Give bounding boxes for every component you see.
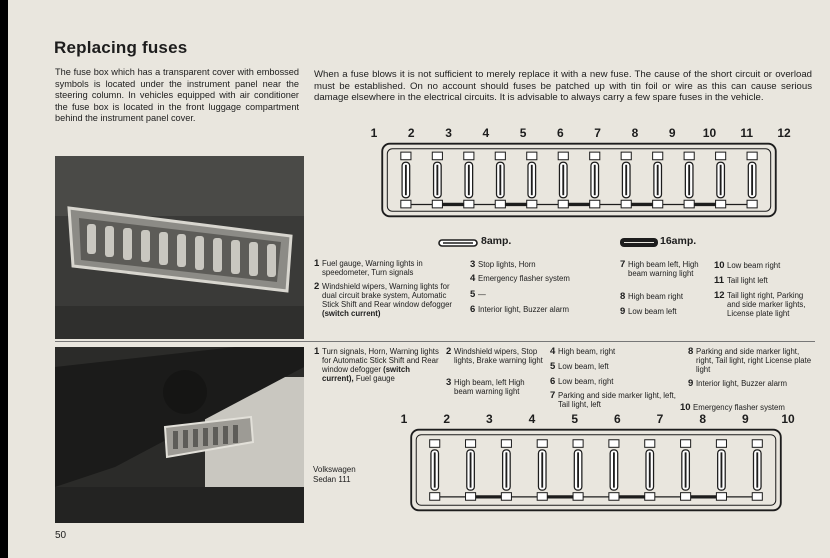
legend-2-item-10: 10 Emergency flasher system [680, 402, 785, 413]
fuse-8 [621, 152, 631, 208]
legend-1-item-4: 4 Emergency flasher system [470, 273, 570, 284]
legend-2-item-9: 9 Interior light, Buzzer alarm [688, 378, 787, 389]
fuse-number: 6 [613, 412, 621, 426]
fuse-number: 6 [557, 126, 564, 140]
fuse-number: 4 [482, 126, 490, 140]
fuse-11 [716, 152, 726, 208]
fuse-number: 5 [519, 126, 527, 140]
manual-page [8, 0, 830, 558]
legend-1-item-7: 7 High beam left, High beam warning light [620, 259, 699, 278]
legend-1-item-2: 2 Windshield wipers, Warning lights for dual circuit brake system, Automatic Stick Shift and Rear window defogger (switch current) [314, 281, 453, 318]
fuse-box-photo [55, 156, 304, 339]
legend-1-item-12: 12 Tail light right, Parking and side marker lights, License plate light [714, 290, 806, 318]
fuse-5 [573, 440, 583, 500]
fuse-number: 1 [370, 126, 378, 140]
fusebox2-diagram [374, 428, 818, 512]
fuse-1 [401, 152, 411, 208]
legend-1-item-8: 8 High beam right [620, 291, 684, 302]
fuse-number: 9 [741, 412, 749, 426]
legend-2-item-1: 1 Turn signals, Horn, Warning lights for Automatic Stick Shift and Rear window defogger (switch current), Fuel gauge [314, 346, 439, 383]
fusebox-inner-frame [387, 149, 770, 211]
amp-8-label: 8amp. [481, 235, 512, 247]
fuse-10 [684, 152, 694, 208]
fuse-2 [432, 152, 442, 208]
legend-1-item-3: 3 Stop lights, Horn [470, 259, 536, 270]
fuse-16amp-icon [619, 237, 659, 248]
legend-1-item-10: 10 Low beam right [714, 260, 781, 271]
fuse-6 [609, 440, 619, 500]
legend-2-item-3: 3 High beam, left High beam warning light [446, 377, 525, 396]
legend-2-item-6: 6 Low beam, right [550, 376, 614, 387]
vehicle-caption: Volkswagen Sedan 111 [313, 465, 356, 484]
legend-1-item-1: 1 Fuel gauge, Warning lights in speedometer, Turn signals [314, 258, 423, 277]
fuse-number: 10 [702, 126, 717, 140]
fuse-number: 2 [407, 126, 415, 140]
legend-2-item-7: 7 Parking and side marker light, left, Tail light, left [550, 390, 676, 409]
fuse-number: 9 [668, 126, 676, 140]
fuse-number: 1 [400, 412, 408, 426]
legend-2-item-8: 8 Parking and side marker light, right, Tail light, right License plate light [688, 346, 812, 374]
fuse-9 [716, 440, 726, 500]
legend-1-item-11: 11 Tail light left [714, 275, 768, 286]
fuse-number: 12 [777, 126, 791, 140]
page-number: 50 [55, 530, 67, 541]
fuse-7 [645, 440, 655, 500]
fuse-4 [537, 440, 547, 500]
fuse-10 [752, 440, 762, 500]
under-dash-photo [55, 347, 304, 523]
fuse-number: 3 [485, 412, 493, 426]
fuse-number: 3 [445, 126, 452, 140]
section-divider [55, 341, 815, 342]
legend-1-item-9: 9 Low beam left [620, 306, 677, 317]
fuse-6 [558, 152, 568, 208]
fuse-number: 2 [443, 412, 450, 426]
fuse-number: 5 [571, 412, 578, 426]
fuse-2 [466, 440, 476, 500]
fuse-number: 7 [656, 412, 664, 426]
fuse-8 [681, 440, 691, 500]
fuse-9 [653, 152, 663, 208]
fuse-5 [527, 152, 537, 208]
legend-1-item-6: 6 Interior light, Buzzer alarm [470, 304, 569, 315]
amp-16-label: 16amp. [660, 235, 697, 247]
fusebox1-diagram [344, 142, 814, 218]
fuse-number: 8 [631, 126, 639, 140]
fuse-7 [590, 152, 600, 208]
fuse-8amp-icon [438, 238, 478, 248]
fuse-number: 4 [528, 412, 536, 426]
legend-2-item-2: 2 Windshield wipers, Stop lights, Brake warning light [446, 346, 543, 365]
page-title: Replacing fuses [54, 38, 188, 57]
fuse-number: 8 [699, 412, 706, 426]
legend-2-item-5: 5 Low beam, left [550, 361, 609, 372]
fuse-3 [464, 152, 474, 208]
warning-paragraph: When a fuse blows it is not sufficient to merely replace it with a new fuse. The cause of the short circuit or overload must be established. On no account should fuses be patched up with tin foil or wire as this can cause serious damage elsewhere in the electrical circuits. It is advisable to always carry a few spare fuses in the vehicle. [314, 69, 812, 104]
fuse-number: 10 [781, 412, 795, 426]
fuse-4 [495, 152, 505, 208]
fuse-12 [747, 152, 757, 208]
legend-1-item-5: 5 — [470, 289, 486, 300]
fuse-1 [430, 440, 440, 500]
fuse-number: 7 [594, 126, 601, 140]
legend-2-item-4: 4 High beam, right [550, 346, 616, 357]
fuse-number: 11 [740, 126, 754, 140]
fuse-3 [501, 440, 511, 500]
intro-paragraph: The fuse box which has a transparent cover with embossed symbols is located under the instrument panel near the steering column. In vehicles equipped with air conditioner the fuse box is located in the front luggage compartment behind the instrument panel cover. [55, 67, 299, 124]
